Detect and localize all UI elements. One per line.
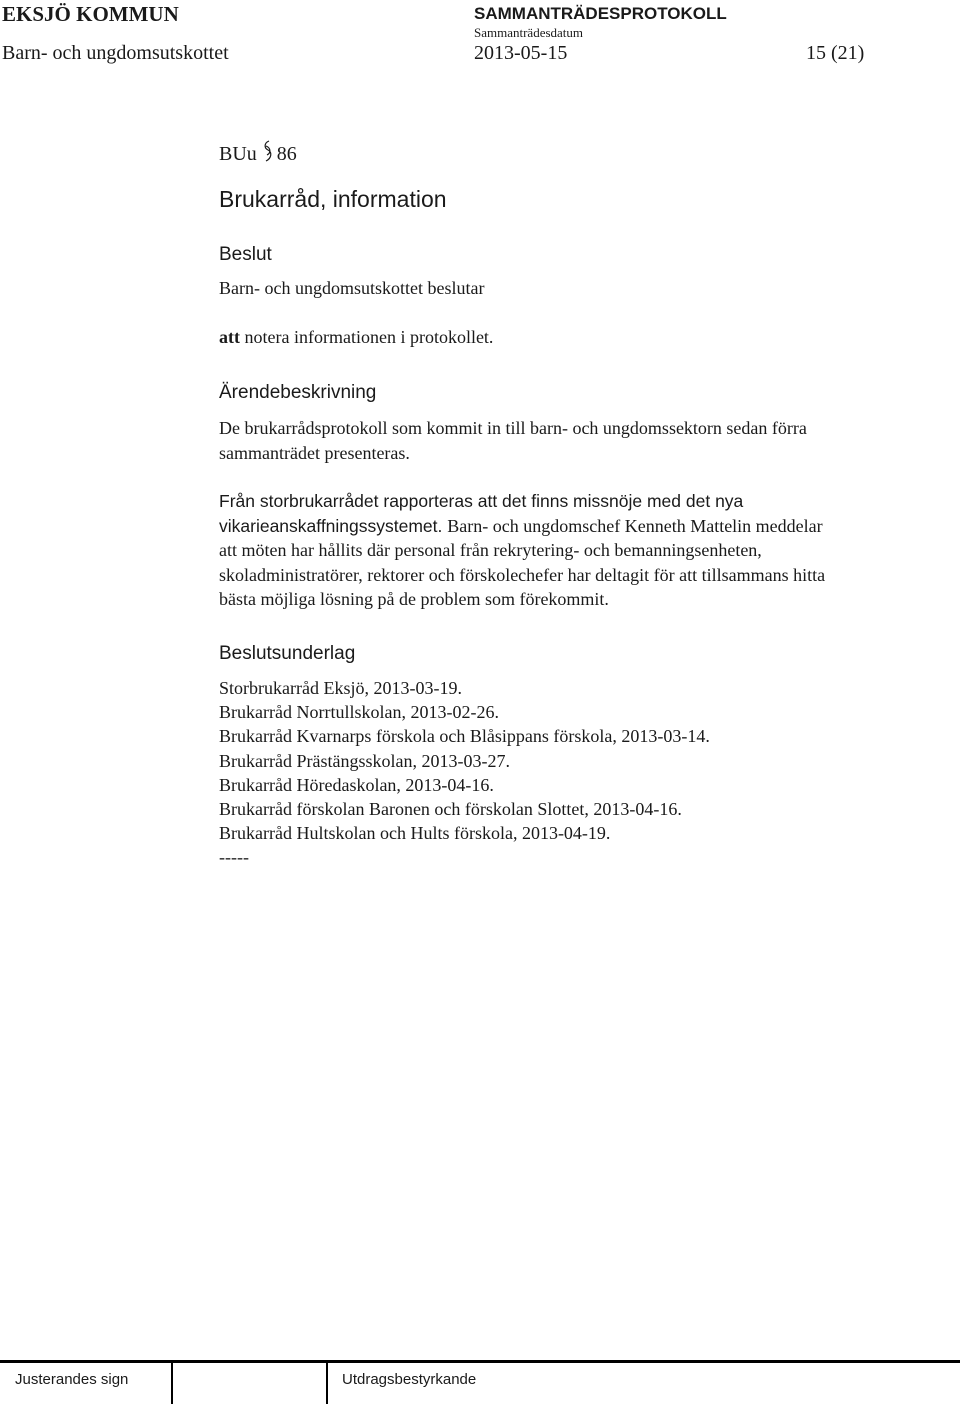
meeting-date: 2013-05-15 [474,42,568,64]
list-item: Storbrukarråd Eksjö, 2013-03-19. [219,678,462,698]
text-line: skoladministratörer, rektorer och förskolechefer har deltagit för att tillsammans hitta [219,564,826,585]
list-item: Brukarråd Hultskolan och Hults förskola, 2013-04-19. [219,823,611,844]
footer-separator [326,1363,328,1404]
document-type: SAMMANTRÄDESPROTOKOLL [474,4,727,23]
page-number: 15 (21) [806,42,865,64]
beslutsunderlag-heading: Beslutsunderlag [219,643,356,664]
text-line: De brukarrådsprotokoll som kommit in till barn- och ungdomssektorn sedan förra [219,418,807,438]
section-number-value: 86 [276,143,297,165]
list-item: Brukarråd Kvarnarps förskola och Blåsippans förskola, 2013-03-14. [219,726,710,747]
text-line: sammanträdet presenteras. [219,442,410,463]
beslutsunderlag-list [219,676,710,870]
list-item: Brukarråd Prästängsskolan, 2013-03-27. [219,750,510,771]
text-line: Från storbrukarrådet rapporteras att det finns missnöje med det nya [219,491,744,511]
beslut-att: att [219,327,240,347]
list-item: Brukarråd Höredaskolan, 2013-04-16. [219,774,494,795]
text-line [219,514,939,539]
arende-paragraph-1 [219,416,939,465]
justerandes-sign-label: Justerandes sign [15,1371,129,1388]
arende-paragraph-2 [219,489,939,612]
utdragsbestyrkande-label: Utdragsbestyrkande [342,1371,477,1388]
section-number [219,139,297,166]
meeting-date-label: Sammanträdesdatum [474,25,584,40]
text-fragment: Barn- och ungdomschef Kenneth Mattelin meddelar [447,515,823,536]
organization-name: EKSJÖ KOMMUN [2,2,179,26]
committee-name: Barn- och ungdomsutskottet [2,42,229,64]
section-sign-icon [262,139,272,163]
beslut-decision: notera informationen i protokollet. [240,327,494,347]
beslut-heading: Beslut [219,244,272,265]
section-prefix: BUu [219,143,257,165]
text-line: bästa möjliga lösning på de problem som förekommit. [219,589,609,609]
end-marker: ----- [219,847,249,868]
beslut-line1: Barn- och ungdomsutskottet beslutar [219,278,485,298]
text-line: att möten har hållits där personal från rekrytering- och bemanningsenheten, [219,540,762,560]
list-item: Brukarråd Norrtullskolan, 2013-02-26. [219,702,499,723]
footer-separator [171,1363,173,1404]
footer-divider [0,1360,960,1363]
arendebeskrivning-heading: Ärendebeskrivning [219,382,377,403]
list-item: Brukarråd förskolan Baronen och förskolan Slottet, 2013-04-16. [219,799,682,820]
section-title: Brukarråd, information [219,186,447,212]
beslut-line2 [219,325,493,350]
text-fragment: vikarieanskaffningssystemet. [219,515,448,536]
